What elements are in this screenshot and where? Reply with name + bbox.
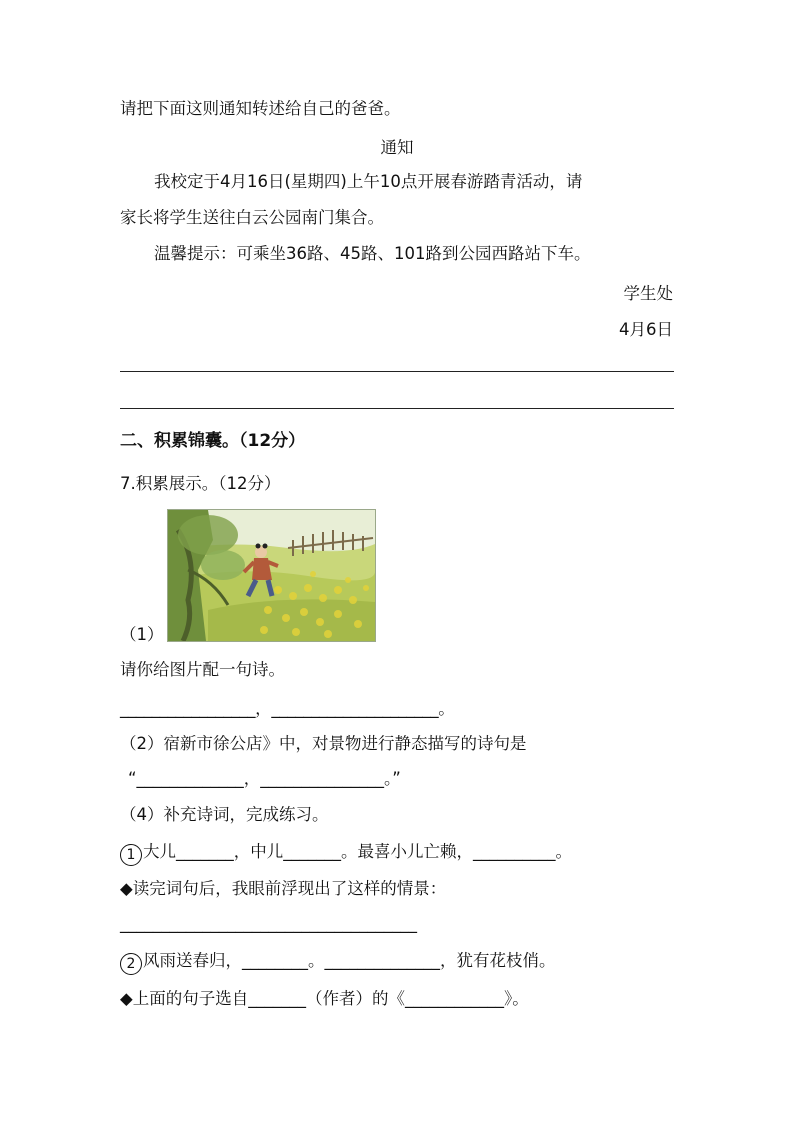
item-2-number: 2 <box>120 953 142 975</box>
question-1-label: （1） <box>120 625 164 644</box>
question-7-title: 7.积累展示。（12分） <box>120 474 281 493</box>
notice-signature: 学生处 <box>623 284 673 303</box>
notice-tip: 温馨提示：可乘坐36路、45路、101路到公园西路站下车。 <box>154 244 591 263</box>
item-1-line <box>120 841 572 866</box>
notice-date: 4月6日 <box>619 320 673 339</box>
question-1-answer-blank[interactable]: _________________，_____________________。 <box>120 699 455 718</box>
item-2-line <box>120 950 556 975</box>
notice-body-line1: 我校定于4月16日(星期四)上午10点开展春游踏青活动，请 <box>154 172 583 191</box>
item-1-answer-blank[interactable]: ____________________________________ <box>120 914 417 933</box>
question-4-text: （4）补充诗词，完成练习。 <box>120 805 329 824</box>
answer-line-1[interactable] <box>120 371 674 372</box>
question-2-text: （2）宿新市徐公店》中，对景物进行静态描写的诗句是 <box>120 734 527 753</box>
question-1-prompt: 请你给图片配一句诗。 <box>120 660 285 679</box>
item-1-follow: ◆读完词句后，我眼前浮现出了这样的情景： <box>120 879 447 898</box>
notice-title: 通知 <box>380 138 414 157</box>
question-2-answer-blank[interactable]: “_____________，_______________。” <box>128 769 401 788</box>
section-heading: 二、积累锦囊。（12分） <box>120 431 306 451</box>
intro-instruction: 请把下面这则通知转述给自己的爸爸。 <box>120 99 401 118</box>
notice-body-line2: 家长将学生送往白云公园南门集合。 <box>120 208 384 227</box>
item-1-text: 大儿_______，中儿_______。最喜小儿亡赖，__________。 <box>143 842 572 861</box>
item-1-number: 1 <box>120 844 142 866</box>
illustration-svg <box>168 510 375 641</box>
answer-line-2[interactable] <box>120 408 674 409</box>
boy-in-field-illustration <box>167 509 376 642</box>
item-2-follow: ◆上面的句子选自_______（作者）的《____________》。 <box>120 989 529 1008</box>
item-2-text: 风雨送春归，________。______________，犹有花枝俏。 <box>143 951 556 970</box>
